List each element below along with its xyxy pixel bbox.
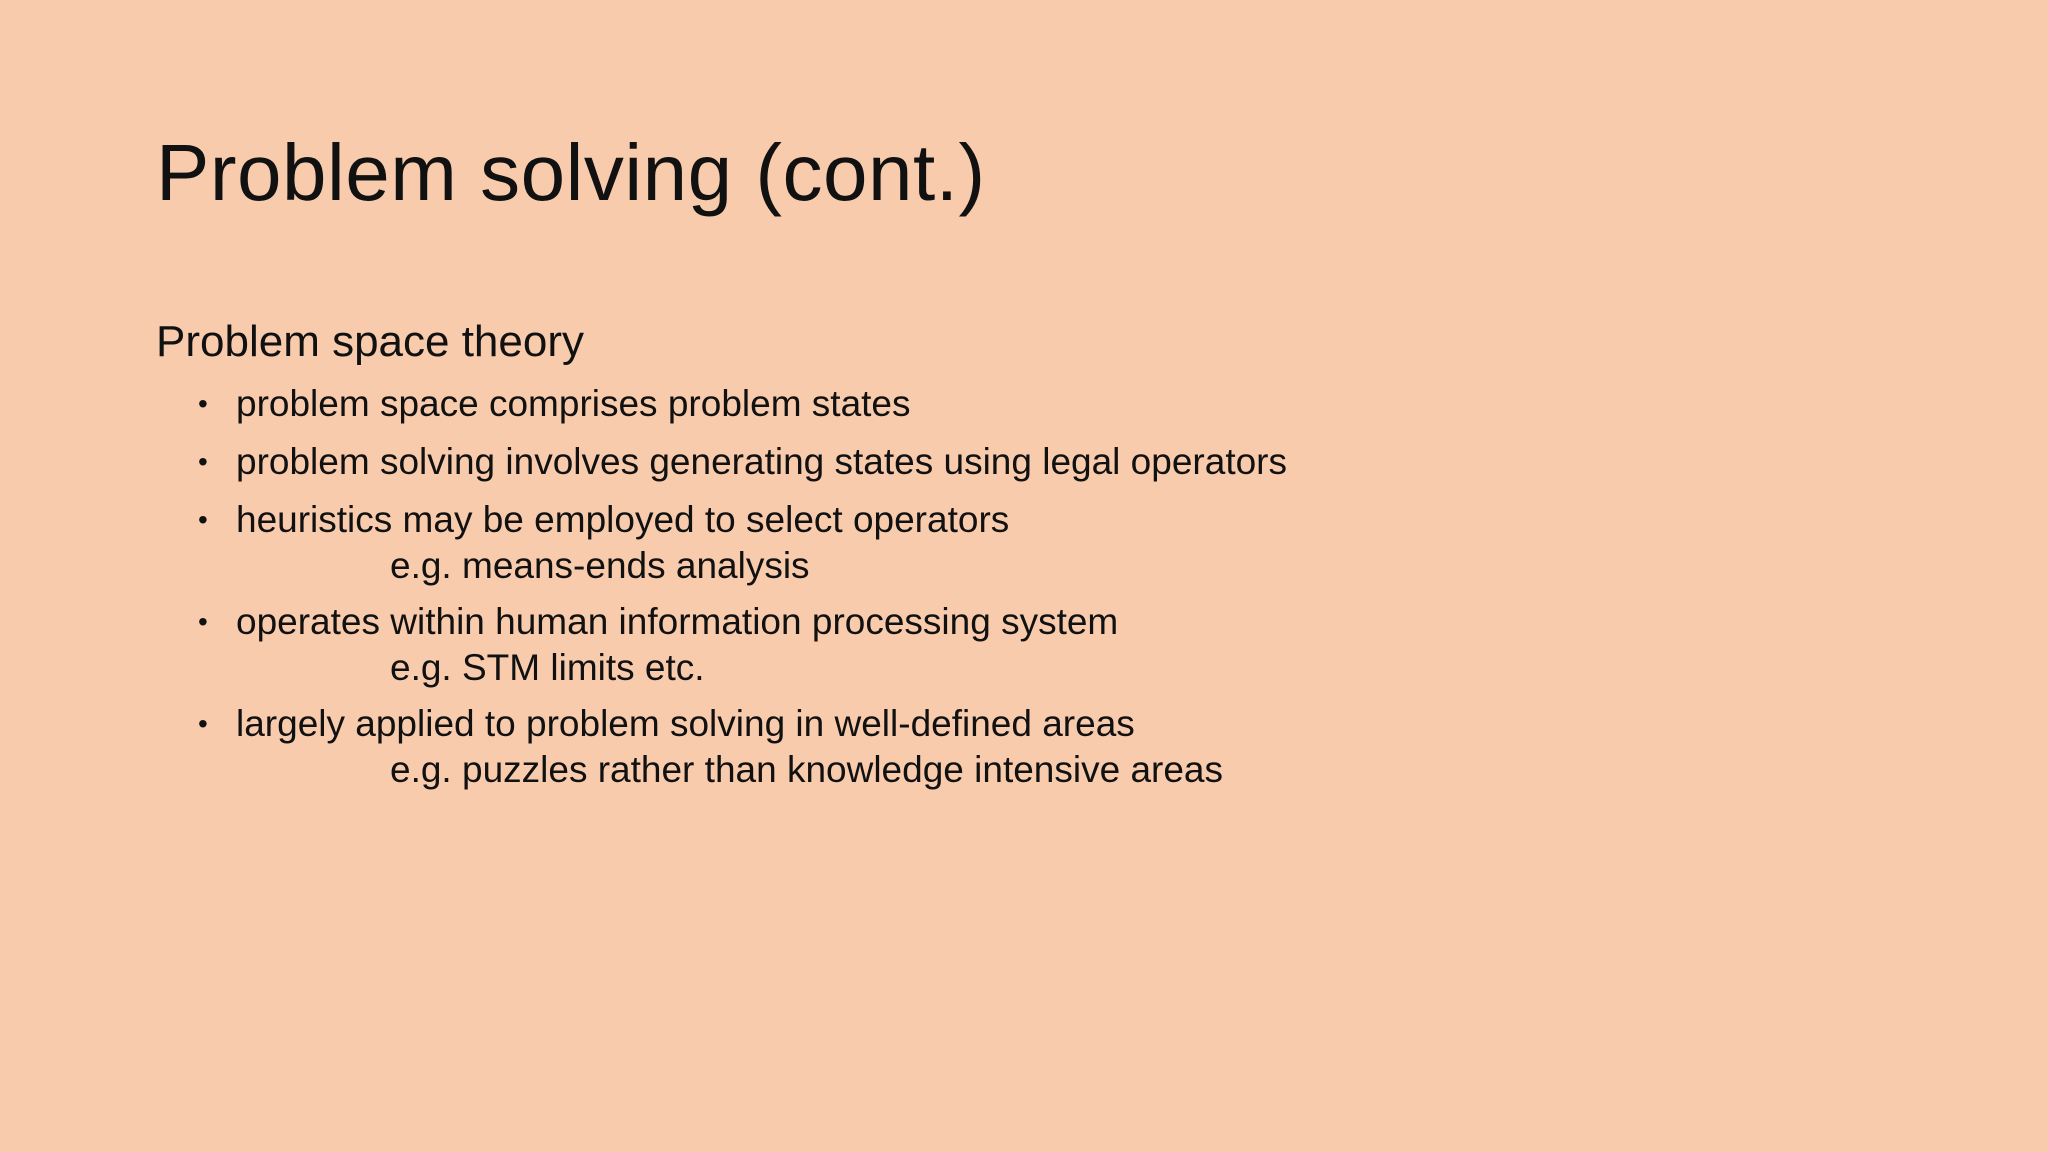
bullet-item	[156, 700, 1856, 792]
bullet-item	[156, 438, 1856, 486]
bullet-item	[156, 380, 1856, 428]
bullet-item	[156, 496, 1856, 588]
bullet-example: e.g. puzzles rather than knowledge intensive areas	[390, 749, 1224, 790]
slide-title: Problem solving (cont.)	[156, 128, 986, 217]
bullet-marker: •	[198, 388, 208, 419]
slide-content	[156, 312, 1856, 802]
bullet-example: e.g. means-ends analysis	[390, 545, 810, 586]
bullet-item	[156, 598, 1856, 690]
bullet-text: heuristics may be employed to select operators	[236, 499, 1010, 540]
bullet-marker: •	[198, 708, 208, 739]
bullet-text: problem space comprises problem states	[236, 383, 911, 424]
bullet-marker: •	[198, 446, 208, 477]
bullet-text: problem solving involves generating states using legal operators	[236, 441, 1287, 482]
bullet-marker: •	[198, 606, 208, 637]
bullet-example: e.g. STM limits etc.	[390, 647, 705, 688]
section-heading: Problem space theory	[156, 317, 584, 366]
bullet-text: largely applied to problem solving in well-defined areas	[236, 703, 1135, 744]
bullet-marker: •	[198, 504, 208, 535]
bullet-text: operates within human information processing system	[236, 601, 1119, 642]
bullet-list	[156, 380, 1856, 792]
